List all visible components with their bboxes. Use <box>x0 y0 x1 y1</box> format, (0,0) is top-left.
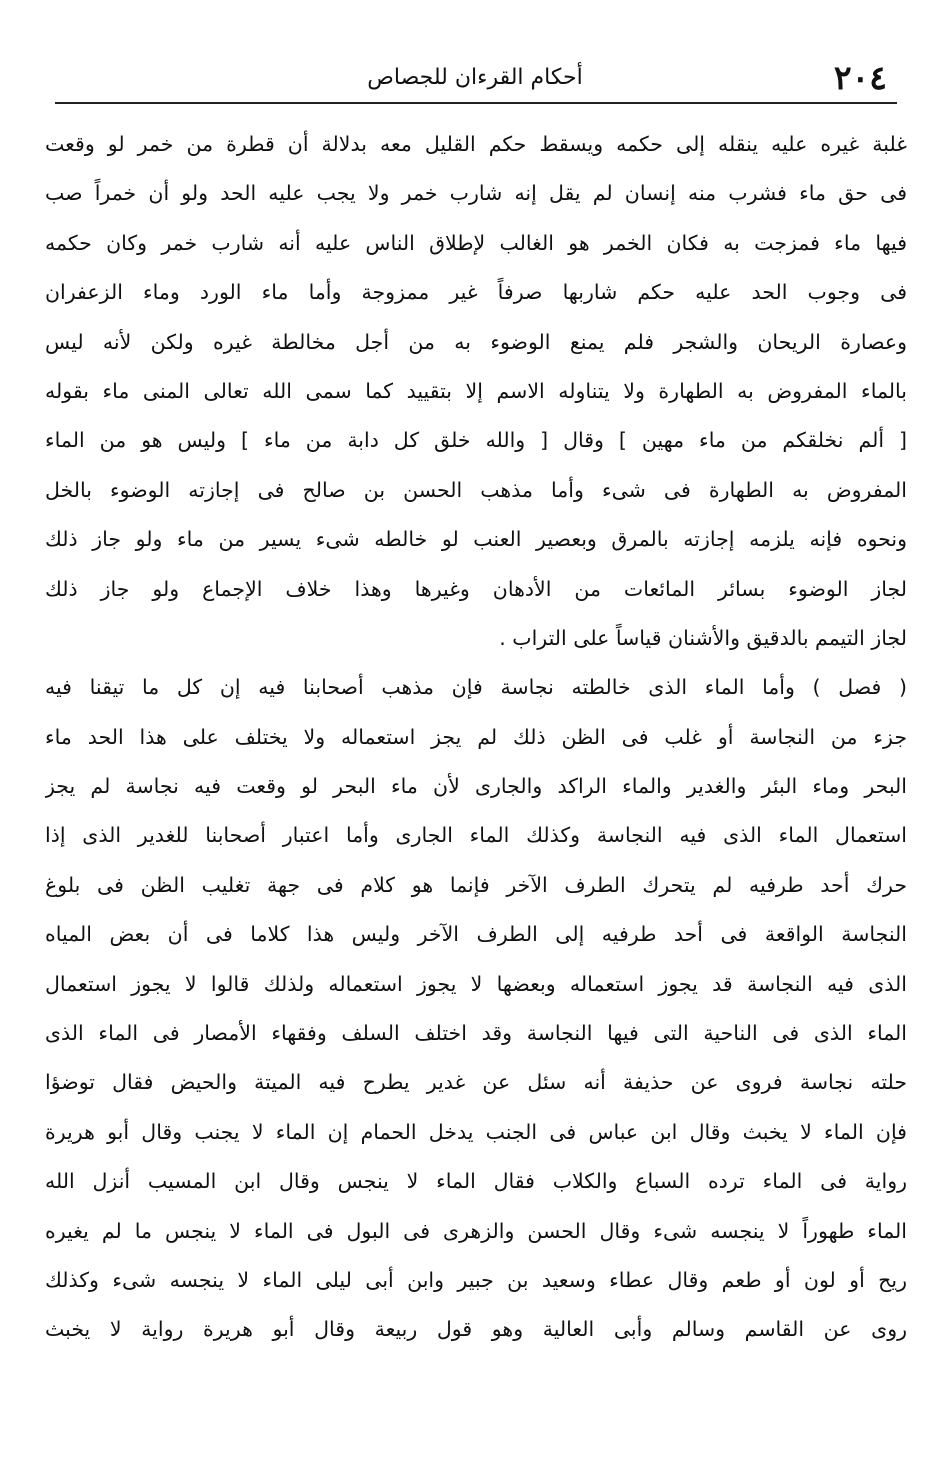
text-line: فى وجوب الحد عليه حكم شاربها صرفاً غير ممزوجة وأما ماء الورد وماء الزعفران <box>45 280 907 305</box>
text-line: المفروض به الطهارة فى شىء وأما مذهب الحسن بن صالح فى إجازته الوضوء بالخل <box>45 477 907 502</box>
text-line: ريح أو لون أو طعم وقال عطاء وسعيد بن جبير وابن أبى ليلى الماء لا ينجسه شىء وكذلك <box>45 1267 907 1292</box>
text-line: وعصارة الريحان والشجر فلم يمنع الوضوء به من أجل مخالطة غيره ولكن لأنه ليس <box>45 329 907 354</box>
text-line: الذى فيه النجاسة قد يجوز استعماله وبعضها لا يجوز استعماله ولذلك قالوا لا يجوز استعمال <box>45 971 907 996</box>
text-line: حلته نجاسة فروى عن حذيفة أنه سئل عن غدير يطرح فيه الميتة والحيض فقال توضؤا <box>45 1070 907 1095</box>
text-line: استعمال الماء الذى فيه النجاسة وكذلك الماء الجارى وأما اعتبار أصحابنا للغدير الذى إذا <box>45 823 907 848</box>
text-line: البحر وماء البئر والغدير والماء الراكد والجارى لأن ماء البحر لو وقعت فيه نجاسة لم يجز <box>45 774 907 799</box>
body-text <box>45 120 907 1355</box>
text-line: [ ألم نخلقكم من ماء مهين ] وقال [ والله خلق كل دابة من ماء ] وليس هو من الماء <box>45 428 907 453</box>
text-line: الماء الذى فى الناحية التى فيها النجاسة وقد اختلف السلف وفقهاء الأمصار فى الماء الذى <box>45 1021 907 1046</box>
header-rule <box>55 102 897 104</box>
text-line: روى عن القاسم وسالم وأبى العالية وهو قول ربيعة وقال أبو هريرة رواية لا يخبث <box>45 1317 907 1342</box>
running-head <box>55 58 895 98</box>
text-line: حرك أحد طرفيه لم يتحرك الطرف الآخر فإنما هو كلام فى جهة تغليب الظن فى بلوغ <box>45 872 907 897</box>
text-line: ونحوه فإنه يلزمه إجازته بالمرق وبعصير العنب لو خالطه شىء يسير من ماء ولو جاز ذلك <box>45 527 907 552</box>
text-line: فيها ماء فمزجت به فكان الخمر هو الغالب لإطلاق الناس عليه أنه شارب خمر وكان حكمه <box>45 230 907 255</box>
text-line: غلبة غيره عليه ينقله إلى حكمه ويسقط حكم القليل معه بدلالة أن قطرة من خمر لو وقعت <box>45 132 907 156</box>
page-number: ٢٠٤ <box>833 58 887 97</box>
book-title: أحكام القرءان للجصاص <box>367 65 583 90</box>
text-line: لجاز التيمم بالدقيق والأشنان قياساً على التراب . <box>499 625 907 650</box>
text-line: رواية فى الماء ترده السباع والكلاب فقال الماء لا ينجس وقال ابن المسيب أنزل الله <box>45 1169 907 1194</box>
text-line: الماء طهوراً لا ينجسه شىء وقال الحسن والزهرى فى البول فى الماء لا ينجس ما لم يغيره <box>45 1218 907 1243</box>
text-line: لجاز الوضوء بسائر المائعات من الأدهان وغيرها وهذا خلاف الإجماع ولو جاز ذلك <box>45 576 907 601</box>
text-line: فإن الماء لا يخبث وقال ابن عباس فى الجنب يدخل الحمام إن الماء لا يجنب وقال أبو هريرة <box>45 1119 907 1144</box>
text-line: فى حق ماء فشرب منه إنسان لم يقل إنه شارب خمر ولا يجب عليه الحد ولو أن خمراً صب <box>45 181 907 206</box>
section-heading-line: ( فصل ) وأما الماء الذى خالطته نجاسة فإن مذهب أصحابنا فيه إن كل ما تيقنا فيه <box>45 675 907 700</box>
text-line: جزء من النجاسة أو غلب فى الظن ذلك لم يجز استعماله ولا يختلف على هذا الحد ماء <box>45 724 907 749</box>
text-line: النجاسة الواقعة فى أحد طرفيه إلى الطرف الآخر وليس هذا كلاما فى أن بعض المياه <box>45 922 907 947</box>
text-line: بالماء المفروض به الطهارة ولا يتناوله الاسم إلا بتقييد كما سمى الله تعالى المنى ماء بقوله <box>45 378 907 403</box>
